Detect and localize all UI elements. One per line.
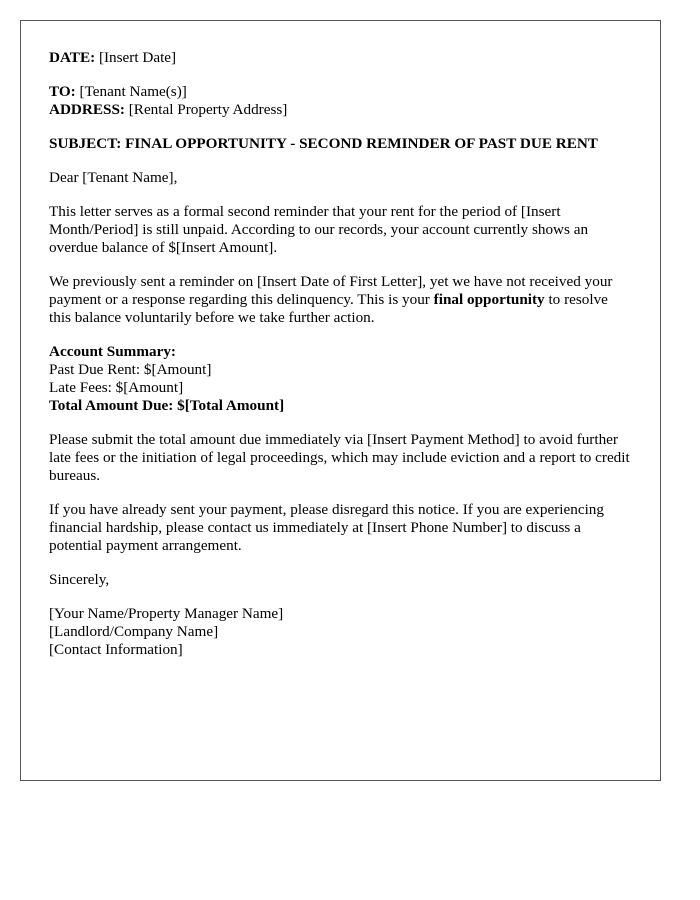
to-label: TO: bbox=[49, 83, 76, 100]
date-value: [Insert Date] bbox=[98, 49, 177, 66]
paragraph-2-emphasis: final opportunity bbox=[433, 291, 545, 308]
address-label: ADDRESS: bbox=[49, 101, 125, 118]
past-due-rent: Past Due Rent: $[Amount] bbox=[49, 361, 212, 378]
to-value: [Tenant Name(s)] bbox=[79, 83, 187, 100]
paragraph-3: Please submit the total amount due immediately via [Insert Payment Method] to avoid further late fees or the initiation of legal proceedings, which may include eviction and a report to credit bureaus. bbox=[49, 431, 630, 484]
paragraph-2 bbox=[49, 273, 632, 327]
subject-line bbox=[49, 135, 632, 153]
subject-text: SUBJECT: FINAL OPPORTUNITY - SECOND REMINDER OF PAST DUE RENT bbox=[49, 135, 598, 152]
signature-company: [Landlord/Company Name] bbox=[49, 623, 219, 640]
signature-block bbox=[49, 605, 632, 659]
closing: Sincerely, bbox=[49, 571, 110, 588]
letter bbox=[20, 20, 661, 781]
recipient-block bbox=[49, 83, 632, 119]
account-summary-title: Account Summary: bbox=[49, 343, 176, 360]
paragraph-2-text: We previously sent a reminder on [Insert Date of First Letter], yet we have not received your payment or a response regarding this delinquency. This is your bbox=[49, 273, 613, 308]
signature-contact: [Contact Information] bbox=[49, 641, 183, 658]
paragraph-1: This letter serves as a formal second reminder that your rent for the period of [Insert Month/Period] is still unpaid. According to our records, your account currently shows an overdue balance of $[Insert Amount]. bbox=[49, 203, 589, 256]
late-fees: Late Fees: $[Amount] bbox=[49, 379, 184, 396]
date-label: DATE: bbox=[49, 49, 96, 66]
total-amount-due: Total Amount Due: $[Total Amount] bbox=[49, 397, 285, 414]
paragraph-4: If you have already sent your payment, please disregard this notice. If you are experiencing financial hardship, please contact us immediately at [Insert Phone Number] to discuss a potential payment arrangement. bbox=[49, 501, 604, 554]
salutation: Dear [Tenant Name], bbox=[49, 169, 178, 186]
paragraph-2-text-end: to resolve this balance voluntarily before we take further action. bbox=[49, 291, 608, 326]
address-value: [Rental Property Address] bbox=[128, 101, 288, 118]
account-summary bbox=[49, 343, 632, 415]
signature-name: [Your Name/Property Manager Name] bbox=[49, 605, 284, 622]
date-line bbox=[49, 49, 632, 67]
